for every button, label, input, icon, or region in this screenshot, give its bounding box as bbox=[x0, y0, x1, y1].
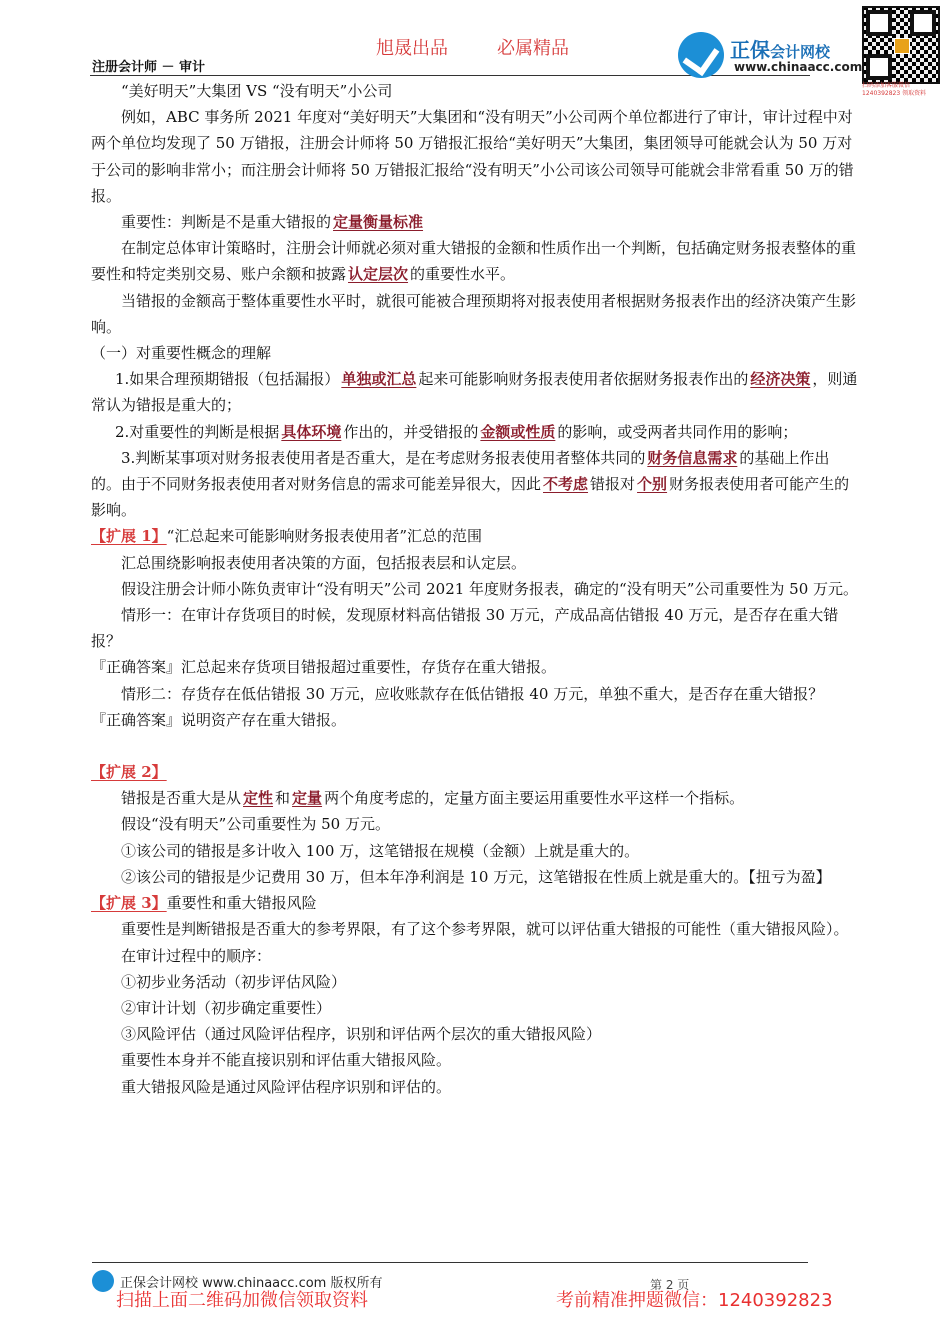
header-slogan-left: 旭晟出品 bbox=[376, 38, 448, 59]
answer: 『正确答案』说明资产存在重大错报。 bbox=[91, 710, 347, 729]
brand-logo-icon bbox=[678, 32, 724, 78]
paragraph: 重要性是判断错报是否重大的参考界限，有了这个参考界限，就可以评估重大错报的可能性（重大错报风险）。 bbox=[121, 920, 849, 939]
paragraph: 重要性本身并不能直接识别和评估重大错报风险。 bbox=[121, 1051, 452, 1070]
list-item: ③风险评估（通过风险评估程序，识别和评估两个层次的重大错报风险） bbox=[121, 1025, 602, 1044]
extension-tag: 【扩展 2】 bbox=[91, 763, 167, 782]
document-body bbox=[91, 78, 859, 1100]
paragraph: 重要性：判断是不是重大错报的 定量衡量标准 bbox=[121, 213, 424, 232]
list-item: 3.判断某事项对财务报表使用者是否重大，是在考虑财务报表使用者整体共同的 财务信息需求 的基础上作出的。由于不同财务报表使用者对财务信息的需求可能差异很大，因此 不考虑 错报对 个别 财务报表使用者可能产生的影响。 bbox=[91, 448, 850, 520]
extension-heading: 【扩展 3】重要性和重大错报风险 bbox=[91, 894, 317, 913]
promo-left: 扫描上面二维码加微信领取资料 bbox=[116, 1290, 368, 1311]
list-item: ①初步业务活动（初步评估风险） bbox=[121, 972, 347, 991]
qr-code-icon bbox=[862, 6, 940, 84]
course-title: 注册会计师 － 审计 bbox=[92, 60, 206, 75]
paragraph: 错报是否重大是从 定性 和 定量 两个角度考虑的，定量方面主要运用重要性水平这样一个指标。 bbox=[121, 789, 745, 808]
list-item: 1.如果合理预期错报（包括漏报） 单独或汇总 起来可能影响财务报表使用者依据财务报表作出的 经济决策 ，则通常认为错报是重大的； bbox=[91, 370, 858, 415]
answer: 『正确答案』汇总起来存货项目错报超过重要性，存货存在重大错报。 bbox=[91, 658, 557, 677]
paragraph: “美好明天”大集团 VS “没有明天”小公司 bbox=[121, 82, 393, 100]
extension-heading bbox=[91, 759, 859, 785]
keyword: 财务信息需求 bbox=[647, 448, 738, 467]
question: 情形一：在审计存货项目的时候，发现原材料高估错报 30 万元，产成品高估错报 40 万元，是否存在重大错报？ bbox=[91, 606, 839, 651]
keyword: 经济决策 bbox=[750, 370, 811, 389]
brand-name: 正保会计网校 bbox=[730, 38, 831, 62]
footer-logo-icon bbox=[92, 1270, 114, 1292]
paragraph: 重大错报风险是通过风险评估程序识别和评估的。 bbox=[121, 1077, 452, 1096]
brand-logo bbox=[678, 30, 868, 80]
paragraph: ②该公司的错报是少记费用 30 万，但本年净利润是 10 万元，这笔错报在性质上就是重大的。【扭亏为盈】 bbox=[121, 867, 831, 886]
header-slogan-right: 必属精品 bbox=[497, 38, 569, 59]
keyword: 个别 bbox=[637, 475, 668, 494]
footer-divider bbox=[92, 1262, 808, 1263]
keyword: 不考虑 bbox=[543, 475, 589, 494]
paragraph: ①该公司的错报是多计收入 100 万，这笔错报在规模（金额）上就是重大的。 bbox=[121, 841, 640, 860]
section-heading: （一）对重要性概念的理解 bbox=[91, 344, 272, 363]
paragraph: 在审计过程中的顺序： bbox=[121, 946, 272, 965]
list-item: 2.对重要性的判断是根据 具体环境 作出的，并受错报的 金额或性质 的影响，或受两者共同作用的影响； bbox=[115, 422, 798, 441]
extension-tag: 【扩展 3】 bbox=[91, 894, 167, 913]
keyword: 定量衡量标准 bbox=[333, 213, 424, 232]
paragraph: 假设“没有明天”公司重要性为 50 万元。 bbox=[121, 815, 390, 834]
keyword: 定性 bbox=[243, 789, 274, 808]
extension-tag: 【扩展 1】 bbox=[91, 527, 167, 546]
extension-heading: 【扩展 1】“汇总起来可能影响财务报表使用者”汇总的范围 bbox=[91, 527, 483, 546]
promo-right: 考前精准押题微信：1240392823 bbox=[556, 1290, 833, 1311]
paragraph: 例如，ABC 事务所 2021 年度对“美好明天”大集团和“没有明天”小公司两个单位都进行了审计，审计过程中对两个单位均发现了 50 万错报，注册会计师将 50 万错报汇报给“美好明天”大集团，集团领导可能就会认为 50 万对于公司的影响非常小；而注册会计师将 50 万错报汇报给“没有明天”小公司该公司领导可能就会非常看重 50 万的错报。 bbox=[91, 108, 854, 205]
list-item: ②审计计划（初步确定重要性） bbox=[121, 998, 332, 1017]
paragraph: 在制定总体审计策略时，注册会计师就必须对重大错报的金额和性质作出一个判断，包括确定财务报表整体的重要性和特定类别交易、账户余额和披露 认定层次 的重要性水平。 bbox=[91, 239, 857, 284]
paragraph: 假设注册会计师小陈负责审计“没有明天”公司 2021 年度财务报表，确定的“没有明天”公司重要性为 50 万元。 bbox=[121, 579, 859, 598]
keyword: 认定层次 bbox=[348, 265, 409, 284]
keyword: 定量 bbox=[292, 789, 323, 808]
paragraph: 当错报的金额高于整体重要性水平时，就很可能被合理预期将对报表使用者根据财务报表作出的经济决策产生影响。 bbox=[91, 291, 857, 336]
page-number: 第 2 页 bbox=[650, 1278, 690, 1292]
keyword: 具体环境 bbox=[281, 422, 342, 441]
question: 情形二：存货存在低估错报 30 万元，应收账款存在低估错报 40 万元，单独不重大，是否存在重大错报？ bbox=[121, 684, 824, 703]
paragraph: 汇总围绕影响报表使用者决策的方面，包括报表层和认定层。 bbox=[121, 553, 527, 572]
keyword: 单独或汇总 bbox=[341, 370, 417, 389]
footer-copyright: 正保会计网校 www.chinaacc.com 版权所有 bbox=[120, 1276, 383, 1291]
qr-note: 扫码添加客服微信 1240392823 领取资料 bbox=[862, 82, 927, 97]
brand-url: www.chinaacc.com bbox=[734, 60, 863, 74]
keyword: 金额或性质 bbox=[480, 422, 556, 441]
